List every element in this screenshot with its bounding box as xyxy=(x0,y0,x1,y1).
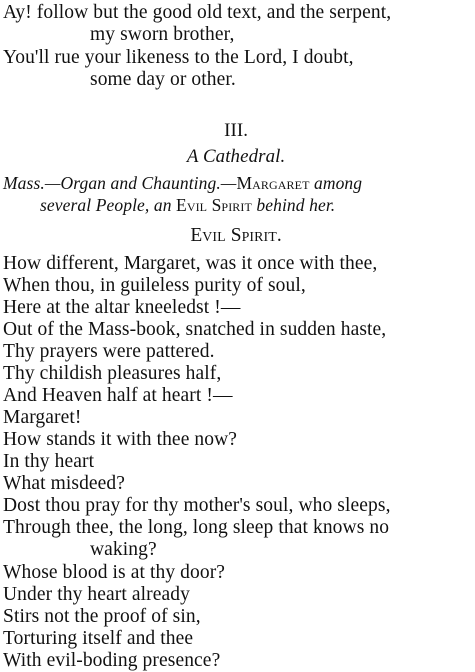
speech-line: In thy heart xyxy=(3,451,95,472)
speech-line: Dost thou pray for thy mother's soul, who sleeps, xyxy=(3,495,391,516)
scene-setting: A Cathedral. xyxy=(186,146,286,167)
speech-line: Whose blood is at thy door? xyxy=(3,562,226,583)
scene-number: III. xyxy=(224,120,249,141)
stage-direction-line-2 xyxy=(40,194,335,216)
stage-direction-text: behind her. xyxy=(251,195,336,215)
stage-direction-text: Mass.—Organ and Chaunting.— xyxy=(3,173,237,193)
speech-line: When thou, in guileless purity of soul, xyxy=(3,275,306,296)
speech-line: Out of the Mass-book, snatched in sudden haste, xyxy=(3,319,387,340)
stage-direction-text: among xyxy=(309,173,363,193)
speaker-heading: Evil Spirit. xyxy=(190,225,282,246)
character-name-evil-spirit: Evil Spirit xyxy=(176,195,252,215)
speech-line: How different, Margaret, was it once with thee, xyxy=(3,253,378,274)
speech-line: With evil-boding presence? xyxy=(3,650,221,671)
speech-line: Through thee, the long, long sleep that knows no xyxy=(3,517,390,538)
character-name-margaret: Margaret xyxy=(236,173,310,193)
verse-line: You'll rue your likeness to the Lord, I doubt, xyxy=(3,47,354,68)
speech-line: What misdeed? xyxy=(3,473,126,494)
speech-line: Here at the altar kneeledst !— xyxy=(3,297,241,318)
speech-line: How stands it with thee now? xyxy=(3,429,238,450)
verse-line-continuation: my sworn brother, xyxy=(90,24,235,45)
verse-line: Ay! follow but the good old text, and the serpent, xyxy=(3,2,392,23)
stage-direction-line-1 xyxy=(3,172,362,194)
stage-direction-text: several People, an xyxy=(40,195,177,215)
verse-line-continuation: some day or other. xyxy=(90,69,236,90)
speech-line: Under thy heart already xyxy=(3,584,190,605)
speech-line: Thy prayers were pattered. xyxy=(3,341,215,362)
speech-line: And Heaven half at heart !— xyxy=(3,385,233,406)
speech-line-continuation: waking? xyxy=(90,539,157,560)
speech-line: Torturing itself and thee xyxy=(3,628,194,649)
speech-line: Stirs not the proof of sin, xyxy=(3,606,201,627)
speech-line: Margaret! xyxy=(3,407,82,428)
speech-line: Thy childish pleasures half, xyxy=(3,363,222,384)
